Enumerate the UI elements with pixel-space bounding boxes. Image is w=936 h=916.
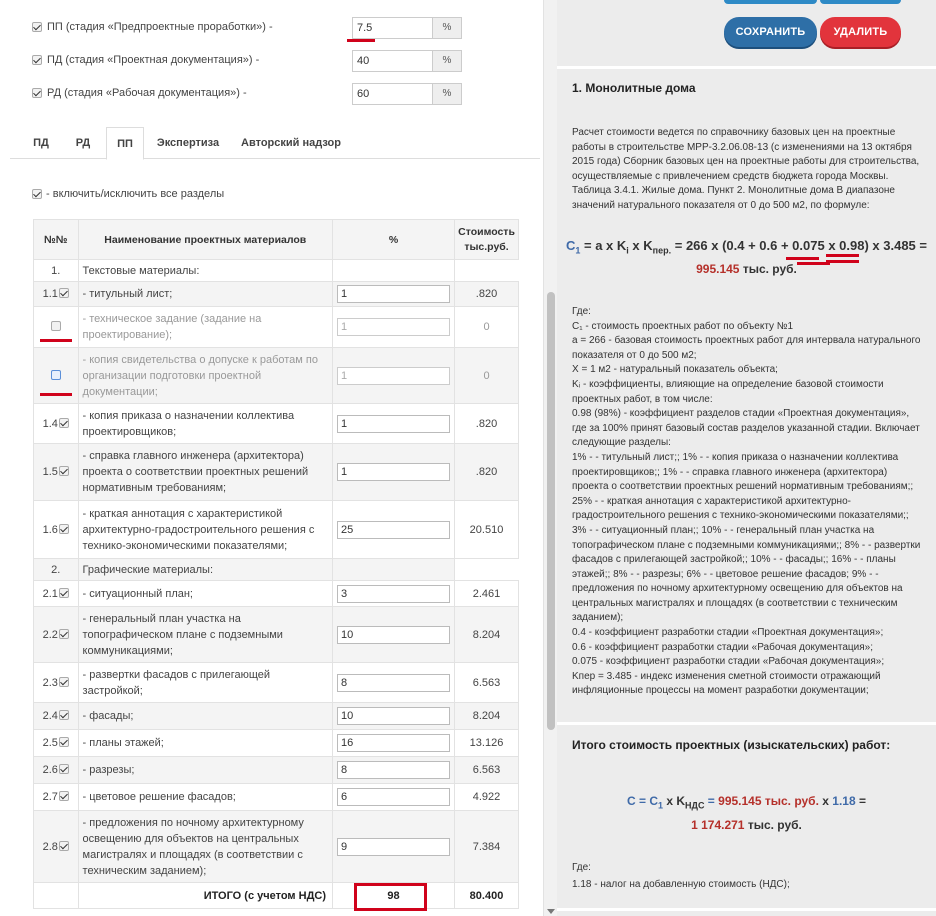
where-line: 0.075 - коэффициент разработки стадии «Рабочая документация»; [572, 656, 885, 668]
row-checkbox[interactable] [59, 677, 69, 687]
toggle-all-label: - включить/исключить все разделы [46, 188, 225, 200]
row-num: 2.6 [42, 764, 58, 776]
delete-button[interactable]: УДАЛИТЬ [820, 17, 901, 47]
table-row [34, 307, 519, 348]
table-row [34, 260, 519, 282]
col-header-pct: % [333, 220, 455, 260]
row-name: - планы этажей; [78, 730, 332, 757]
row-cost: 20.510 [455, 501, 519, 559]
row-checkbox[interactable] [51, 321, 61, 331]
annotation-underline [826, 260, 859, 263]
row-num: 2.2 [42, 628, 58, 641]
section1-formula: $C_1 = a$ x $K_i$ x $K_{пер.} = 266$ x (0.4 + 0.6 + 0.075 x 0.98) x 3.485 = [565, 238, 927, 256]
row-cost: 6.563 [455, 757, 519, 784]
stage-rd-label: РД (стадия «Рабочая документация») - [47, 87, 247, 99]
tab-author-supervision[interactable]: Авторский надзор [241, 137, 341, 149]
total-row [34, 883, 519, 909]
row-checkbox[interactable] [59, 288, 69, 298]
stage-pp-input[interactable] [352, 17, 433, 39]
stage-row-pp [32, 17, 462, 39]
row-checkbox[interactable] [51, 370, 61, 380]
where-line: Где: [572, 862, 591, 873]
row-cost: 13.126 [455, 730, 519, 757]
stage-pp-checkbox[interactable] [32, 22, 42, 32]
table-row [34, 663, 519, 703]
where-line: 0.6 - коэффициент разработки стадии «Рабочая документация»; [572, 641, 873, 653]
row-name: - копия свидетельства о допуске к работам по организации подготовки проектной документации; [78, 348, 332, 404]
right-panel [557, 0, 936, 916]
row-checkbox[interactable] [59, 791, 69, 801]
row-cost: 7.384 [455, 811, 519, 883]
stage-pd-checkbox[interactable] [32, 55, 42, 65]
section1-where [572, 305, 924, 699]
annotation-underline [347, 39, 375, 42]
stage-row-pd [32, 50, 462, 72]
formula-result: 995.145 [696, 262, 740, 276]
table-row [34, 282, 519, 307]
row-name: - краткая аннотация с характеристикой архитектурно-градостроительного решения с технико-экономическими показателями; [78, 501, 332, 559]
table-row [34, 501, 519, 559]
row-pct-input[interactable] [337, 788, 450, 806]
row-num: 1.1 [42, 288, 58, 300]
tab-expertise[interactable]: Экспертиза [156, 137, 220, 149]
row-name: - справка главного инженера (архитектора) проекта о соответствии проектных решений нормативным требованиям; [78, 444, 332, 501]
where-line: 1% - - титульный лист;; 1% - - копия приказа о назначении коллектива проектировщиков;; 1% - - справка главного инженера (архитектора) проекта о соответствии проектных решений нормативным требованиям;; 25% - - краткая аннотация с характеристикой архитектурно-градостроительного решения с технико-экономическими показателями;; 3% - - ситуационный план;; 10% - - генеральный план участка на топографическом плане с подземными коммуникациями;; 8% - - развертки фасадов с прилегающей застройкой;; 10% - - фасады;; 16% - - планы этажей;; 8% - - разрезы; 6% - - цветовое решение фасадов; 9% - - предложения по ночному архитектурному освещению для объектов на центральных магистралях и площадях (в соответствии с техническим заданием); [572, 451, 921, 624]
tab-rd[interactable]: РД [75, 137, 91, 149]
stage-pp-unit: % [433, 17, 462, 39]
table-row [34, 730, 519, 757]
total-result [557, 818, 936, 832]
section-title: Текстовые материалы: [78, 260, 332, 282]
where-line: X = 1 м2 - натуральный показатель объекта; [572, 364, 778, 376]
row-cost: .820 [455, 404, 519, 444]
row-pct-input[interactable] [337, 585, 450, 603]
where-line: a = 266 - базовая стоимость проектных работ для интервала натурального показателя от 0 до 500 м2; [572, 335, 921, 361]
total-result-value: 1 174.271 [691, 818, 745, 832]
row-cost: 0 [455, 307, 519, 348]
stage-rd-checkbox[interactable] [32, 88, 42, 98]
col-header-num: №№ [34, 220, 79, 260]
row-num: 2. [34, 559, 79, 581]
scrollbar-thumb[interactable] [547, 292, 555, 730]
row-name: - разрезы; [78, 757, 332, 784]
row-pct-input[interactable] [337, 838, 450, 856]
formula-expression: = 266 x (0.4 + 0.6 + 0.075 x 0.98) x 3.485 = [674, 238, 927, 253]
row-checkbox[interactable] [59, 588, 69, 598]
table-row [34, 404, 519, 444]
row-num: 2.4 [42, 710, 58, 722]
annotation-underline [826, 254, 859, 257]
table-row [34, 581, 519, 607]
row-pct-input[interactable] [337, 463, 450, 481]
row-name: - генеральный план участка на топографическом плане с подземными коммуникациями; [78, 607, 332, 663]
row-num: 2.3 [42, 676, 58, 689]
where-line: 0.4 - коэффициент разработки стадии «Проектная документация»; [572, 627, 884, 639]
row-cost: 4.922 [455, 784, 519, 811]
stage-pp-label: ПП (стадия «Предпроектные проработки») - [47, 21, 273, 33]
row-name: - цветовое решение фасадов; [78, 784, 332, 811]
total-formula: $C = C_1$ x $K_{НДС} = 995.145$ тыс. руб. x 1.18 = [627, 794, 866, 811]
stage-pd-input[interactable] [352, 50, 433, 72]
section-title: Графические материалы: [78, 559, 332, 581]
where-line: C₁ - стоимость проектных работ по объекту №1 [572, 320, 794, 332]
row-num: 2.5 [42, 737, 58, 749]
total-section-title: Итого стоимость проектных (изыскательских) работ: [572, 738, 891, 752]
stage-rd-unit: % [433, 83, 462, 105]
table-row [34, 607, 519, 663]
row-checkbox[interactable] [59, 841, 69, 851]
row-name: - копия приказа о назначении коллектива проектировщиков; [78, 404, 332, 444]
row-cost: 8.204 [455, 607, 519, 663]
total-label: ИТОГО (с учетом НДС) [78, 883, 332, 909]
row-pct-input[interactable] [337, 707, 450, 725]
toggle-all-checkbox[interactable] [32, 189, 42, 199]
row-pct-input[interactable] [337, 415, 450, 433]
row-name: - предложения по ночному архитектурному освещению для объектов на центральных магистралях и площадях (в соответствии с техническим заданием); [78, 811, 332, 883]
row-checkbox[interactable] [59, 524, 69, 534]
where-line: 1.18 - налог на добавленную стоимость (НДС); [572, 878, 790, 890]
table-row [34, 757, 519, 784]
total-vat: 1.18 [832, 794, 856, 808]
total-cost: 80.400 [455, 883, 519, 909]
row-cost: .820 [455, 282, 519, 307]
stage-row-rd [32, 83, 462, 105]
table-row [34, 444, 519, 501]
row-num: 1.6 [42, 523, 58, 536]
row-name: - техническое задание (задание на проектирование); [78, 307, 332, 348]
where-line: Kᵢ - коэффициенты, влияющие на определение базовой стоимости проектных работ, в том числе: [572, 378, 884, 405]
where-line: Kпер = 3.485 - индекс изменения сметной стоимости отражающий инфляционные процессы на момент разработки документации; [572, 670, 881, 697]
row-cost: 2.461 [455, 581, 519, 607]
row-name: - развертки фасадов с прилегающей застройкой; [78, 663, 332, 703]
stage-rd-input[interactable] [352, 83, 433, 105]
left-scrollbar[interactable] [543, 0, 557, 916]
row-name: - титульный лист; [78, 282, 332, 307]
row-num: 1. [34, 260, 79, 282]
row-cost: 6.563 [455, 663, 519, 703]
table-row [34, 348, 519, 404]
table-row [34, 559, 519, 581]
tab-pd[interactable]: ПД [33, 137, 49, 149]
stage-pd-label: ПД (стадия «Проектная документация») - [47, 54, 260, 66]
total-value1: 995.145 тыс. руб. [718, 794, 819, 808]
row-pct-input[interactable] [337, 734, 450, 752]
row-cost: 8.204 [455, 703, 519, 730]
stage-tabs [10, 127, 540, 159]
row-num: 2.8 [42, 840, 58, 853]
table-row [34, 703, 519, 730]
section1-result [557, 262, 936, 276]
where-line: Где: [572, 306, 591, 317]
row-pct-input[interactable] [337, 674, 450, 692]
row-checkbox[interactable] [59, 629, 69, 639]
row-num: 1.4 [42, 417, 58, 430]
row-checkbox[interactable] [59, 418, 69, 428]
total-pct: 98 [333, 883, 455, 909]
row-cost: 0 [455, 348, 519, 404]
row-pct-input[interactable] [337, 521, 450, 539]
annotation-underline [40, 339, 72, 342]
row-checkbox[interactable] [59, 466, 69, 476]
row-checkbox[interactable] [59, 764, 69, 774]
row-pct-input[interactable] [337, 367, 450, 385]
table-row [34, 784, 519, 811]
row-pct-input[interactable] [337, 318, 450, 336]
row-num: 2.7 [42, 791, 58, 803]
row-num: 1.5 [42, 466, 58, 478]
total-where [572, 861, 924, 892]
col-header-cost: Стоимость тыс.руб. [455, 220, 519, 260]
materials-table [33, 219, 519, 909]
row-name: - ситуационный план; [78, 581, 332, 607]
where-line: 0.98 (98%) - коэффициент разделов стадии «Проектная документация», где за 100% принят базовый состав разделов указанной стадии. Включает следующие разделы: [572, 408, 920, 449]
section1-description: Расчет стоимости ведется по справочнику базовых цен на проектные работы в строительстве МРР-3.2.06.08-13 (с изменениями на 13 октября 2015 года) Сборник базовых цен на проектные работы для строительства, осуществляемые с привлечением средств бюджета города Москвы. Таблица 3.4.1. Жилые дома. Пункт 2. Монолитные дома В диапазоне значений натурального показателя от 0 до 500 м2, по формуле: [572, 127, 920, 211]
tab-pp[interactable]: ПП [106, 127, 144, 160]
row-pct-input[interactable] [337, 626, 450, 644]
row-cost: .820 [455, 444, 519, 501]
stage-pd-unit: % [433, 50, 462, 72]
table-row [34, 811, 519, 883]
section1-title: 1. Монолитные дома [572, 81, 696, 95]
annotation-underline [786, 257, 819, 260]
annotation-underline [40, 393, 72, 396]
save-button[interactable]: СОХРАНИТЬ [724, 17, 817, 47]
row-checkbox[interactable] [59, 710, 69, 720]
formula-c1: $C_1$ [565, 238, 581, 256]
row-pct-input[interactable] [337, 285, 450, 303]
row-pct-input[interactable] [337, 761, 450, 779]
scroll-down-icon[interactable] [547, 909, 555, 914]
total-result-unit: тыс. руб. [747, 818, 802, 832]
col-header-name: Наименование проектных материалов [78, 220, 332, 260]
row-num: 2.1 [42, 587, 58, 600]
row-checkbox[interactable] [59, 737, 69, 747]
row-name: - фасады; [78, 703, 332, 730]
formula-result-unit: тыс. руб. [742, 262, 797, 276]
annotation-box [354, 883, 427, 911]
